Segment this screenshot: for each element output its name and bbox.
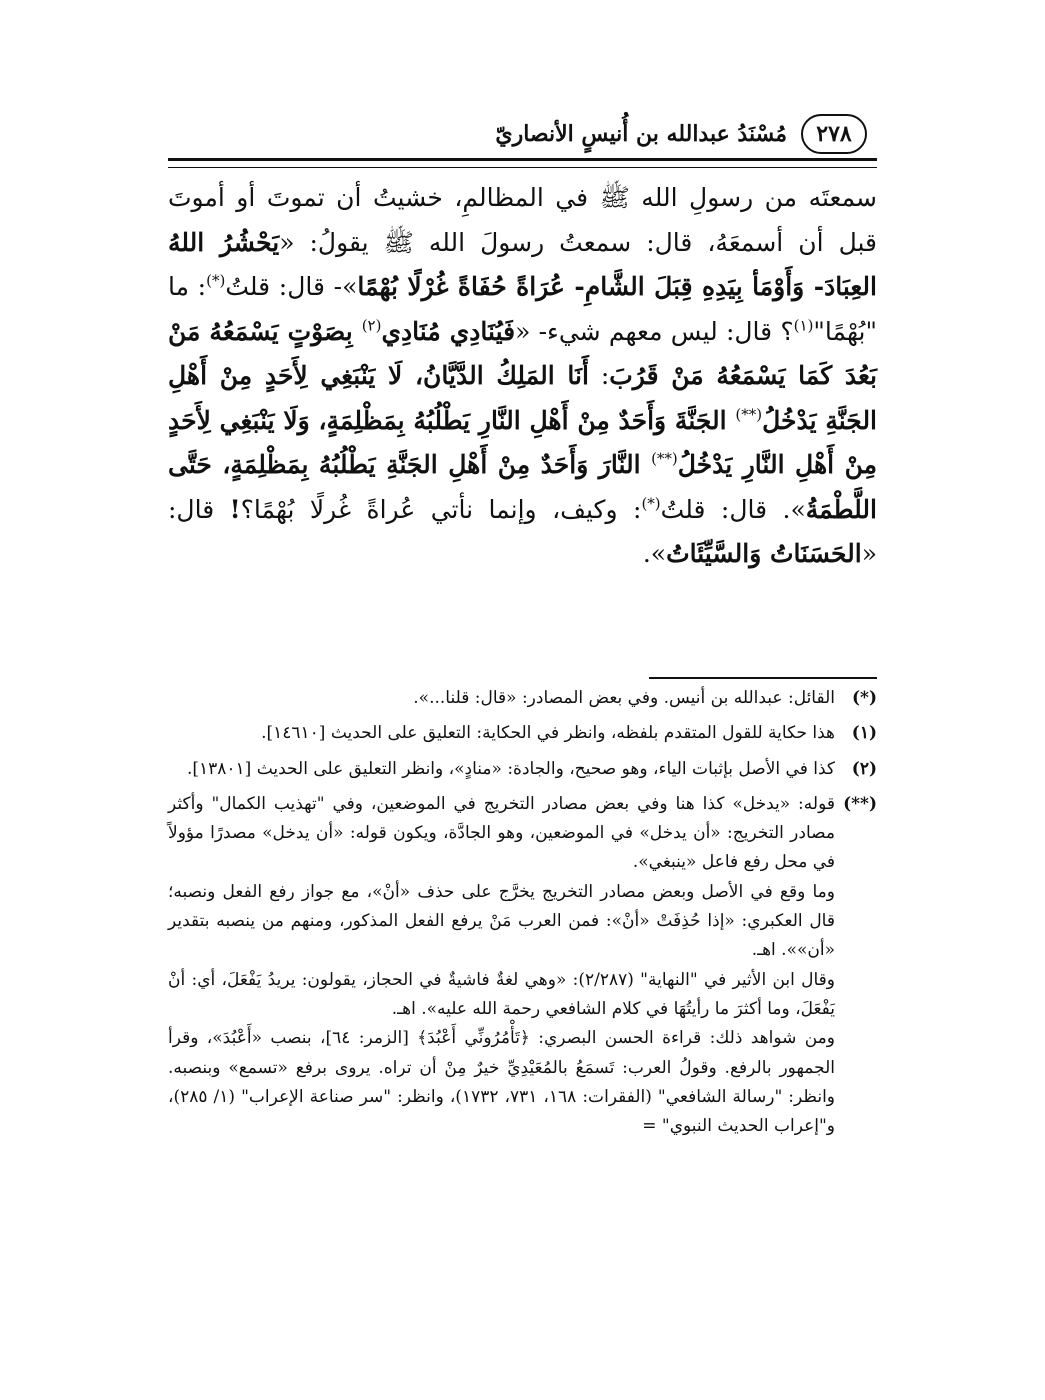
hadith-text	[168, 176, 877, 577]
footnote-ref-star: (*)	[641, 494, 661, 513]
hadith-quote: يَحْشُرُ اللهُ العِبَادَ- وَأَوْمَأ بِيَدِهِ قِبَلَ الشَّامِ- عُرَاةً حُفَاةً غُرْلًا بُهْمًا	[168, 227, 877, 301]
footnote-ref-star: (*)	[206, 271, 226, 290]
footnote-text	[168, 790, 835, 1142]
footnote	[168, 719, 877, 748]
footnote-paragraph: هذا حكاية للقول المتقدم بلفظه، وانظر في الحكاية: التعليق على الحديث [١٤٦١٠].	[261, 723, 835, 744]
footnote-mark: (*)	[852, 688, 877, 708]
header-double-rule	[168, 158, 877, 168]
footnotes	[168, 684, 877, 1147]
footnote-ref-double-star: (**)	[735, 405, 763, 424]
footnote-paragraph: وقال ابن الأثير في "النهاية" (٢/٢٨٧): «وهي لغةٌ فاشيةٌ في الحجاز، يقولون: يريدُ يَفْعَلَ، أي: أنْ يَفْعَلَ، وما أكثرَ ما رأيتُهَا في كلام الشافعي رحمة الله عليه». اهـ.	[168, 969, 836, 1019]
text-segment: ».	[642, 539, 667, 568]
footnote-ref-double-star: (**)	[651, 449, 678, 468]
hadith-quote: فَيُنَادِي مُنَادِي	[381, 316, 516, 346]
footnote-text	[168, 684, 835, 713]
footnote	[168, 790, 877, 1142]
text-segment: !	[229, 494, 241, 524]
text-segment: ». قال: قلتُ	[660, 494, 806, 524]
text-segment: قال: «	[168, 494, 877, 568]
hadith-quote: النَّارَ وَأَحَدٌ مِنْ أَهْلِ الجَنَّةِ يَطْلُبُهُ بِمَظْلِمَةٍ، حَتَّى اللَّطْمَةُ	[168, 450, 877, 524]
text-segment: ؟ قال: ليس معهم شيء- «	[515, 316, 794, 346]
hadith-quote: أَنَا المَلِكُ الدَّيَّانُ، لَا يَنْبَغِي لِأَحَدٍ مِنْ أَهْلِ الجَنَّةِ يَدْخُلُ	[168, 361, 878, 435]
main-paragraph	[168, 176, 877, 577]
hadith-quote: الحَسَنَاتُ وَالسَّيِّئَاتُ	[666, 539, 862, 568]
footnote	[168, 755, 877, 784]
footnote-text	[168, 719, 835, 748]
text-segment: :	[588, 361, 610, 390]
footnote-paragraph: ومن شواهد ذلك: قراءة الحسن البصري: ﴿تَأْمُرُونِّي أَعْبُدَ﴾ [الزمر: ٦٤]، بنصب «أَعْبُدَ»، وقرأ الجمهور بالرفع. وقولُ العرب: تَسمَعُ بالمُعَيْدِيِّ خيرٌ مِنْ أن تراه. يروى برفع «تسمع» وبنصبه. وانظر: "رسالة الشافعي" (الفقرات: ١٦٨، ٧٣١، ١٧٣٢)، وانظر: "سر صناعة الإعراب" (١/ ٢٨٥)، و"إعراب الحديث النبوي" =	[168, 1028, 835, 1137]
footnote-paragraph: كذا في الأصل بإثبات الياء، وهو صحيح، والجادة: «منادٍ»، وانظر التعليق على الحديث [١٣٨٠١].	[186, 758, 835, 779]
footnote-paragraph: قوله: «يدخل» كذا هنا وفي بعض مصادر التخريج في الموضعين، وفي "تهذيب الكمال" وأكثر مصادر التخريج: «أن يدخل» في الموضعين، وهو الجادَّة، ويكون قوله: «أن يدخل» مصدرًا مؤولاً في محل رفع فاعل «ينبغي».	[168, 793, 835, 873]
footnote-ref-1: (١)	[793, 316, 814, 335]
footnote-ref-2: (٢)	[361, 316, 382, 335]
hadith-quote: الجَنَّةَ وَأَحَدٌ مِنْ أَهْلِ النَّارِ يَطْلُبُهُ بِمَظْلِمَةٍ، وَلَا يَنْبَغِي لِأَحَدٍ مِنْ أَهْلِ النَّارِ يَدْخُلُ	[168, 405, 877, 479]
footnote	[168, 684, 877, 713]
page-header	[168, 112, 867, 156]
text-segment: »- قال: قلتُ	[225, 272, 358, 301]
hadith-quote: بِصَوْتٍ يَسْمَعُهُ مَنْ بَعُدَ كَمَا يَسْمَعُهُ مَنْ قَرُبَ	[168, 316, 877, 390]
footnote-separator	[649, 677, 877, 679]
footnote-text	[168, 755, 835, 784]
footnote-paragraph: القائل: عبدالله بن أنيس. وفي بعض المصادر: «قال: قلنا...».	[413, 688, 835, 708]
text-segment: : ما "بُهْمًا"	[168, 272, 877, 346]
running-title: مُسْنَدُ عبدالله بن أُنيسٍ الأنصاريّ	[495, 121, 787, 147]
text-segment: : وكيف، وإنما نأتي عُراةً غُرلًا بُهْمًا؟	[240, 494, 642, 524]
footnote-mark: (١)	[851, 723, 877, 744]
page-number: ٢٧٨	[801, 114, 867, 154]
text-segment: سمعتَه من رسولِ الله ﷺ في المظالمِ، خشيتُ أن تموتَ أو أموتَ قبل أن أسمعَهُ، قال: سمعتُ رسولَ الله ﷺ يقولُ: «	[168, 183, 877, 257]
footnote-paragraph: وما وقع في الأصل وبعض مصادر التخريج يخرَّج على حذف «أنْ»، مع جواز رفع الفعل ونصبه؛ قال العكبري: «إذا حُذِفَتْ «أنْ»: فمن العرب مَنْ يرفع الفعل المذكور، ومنهم من ينصبه بتقدير «أن»». اهـ.	[168, 881, 835, 961]
footnote-mark: (**)	[843, 793, 877, 814]
footnote-mark: (٢)	[851, 758, 877, 779]
